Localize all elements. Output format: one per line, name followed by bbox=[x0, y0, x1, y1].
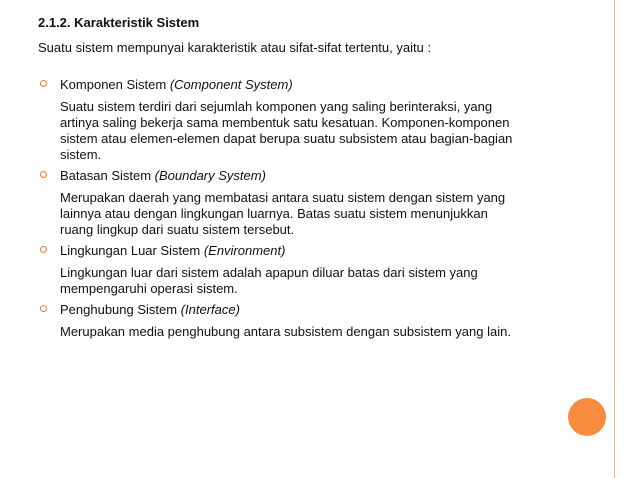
characteristics-list bbox=[38, 76, 578, 340]
list-item-boundary bbox=[38, 167, 578, 238]
item-title: Komponen Sistem (Component System) bbox=[60, 77, 293, 92]
circle-bullet-icon bbox=[40, 305, 47, 312]
list-item-interface bbox=[38, 301, 578, 340]
orange-circle-decoration bbox=[568, 398, 606, 436]
section-heading: 2.1.2. Karakteristik Sistem bbox=[38, 15, 200, 30]
circle-bullet-icon bbox=[40, 171, 47, 178]
item-title: Batasan Sistem (Boundary System) bbox=[60, 168, 266, 183]
list-item-environment bbox=[38, 242, 578, 297]
item-description: Suatu sistem terdiri dari sejumlah komponen yang saling berinteraksi, yang artinya saling bekerja sama membentuk satu kesatuan. Komponen-komponen sistem atau elemen-elemen dapat berupa suatu subsistem atau bagian-bagian sistem. bbox=[60, 99, 513, 162]
circle-bullet-icon bbox=[40, 246, 47, 253]
item-description: Lingkungan luar dari sistem adalah apapun diluar batas dari sistem yang mempengaruhi operasi sistem. bbox=[60, 265, 478, 296]
section-intro: Suatu sistem mempunyai karakteristik atau sifat-sifat tertentu, yaitu : bbox=[38, 40, 432, 55]
circle-bullet-icon bbox=[40, 80, 47, 87]
item-title: Penghubung Sistem (Interface) bbox=[60, 302, 240, 317]
item-description: Merupakan daerah yang membatasi antara suatu sistem dengan sistem yang lainnya atau dengan lingkungan luarnya. Batas suatu sistem menunjukkan ruang lingkup dari suatu sistem tersebut. bbox=[60, 190, 506, 237]
item-description: Merupakan media penghubung antara subsistem dengan subsistem yang lain. bbox=[60, 324, 511, 339]
list-item-component bbox=[38, 76, 578, 163]
right-border-line bbox=[614, 0, 615, 478]
slide-content bbox=[38, 14, 578, 344]
item-title: Lingkungan Luar Sistem (Environment) bbox=[60, 243, 286, 258]
